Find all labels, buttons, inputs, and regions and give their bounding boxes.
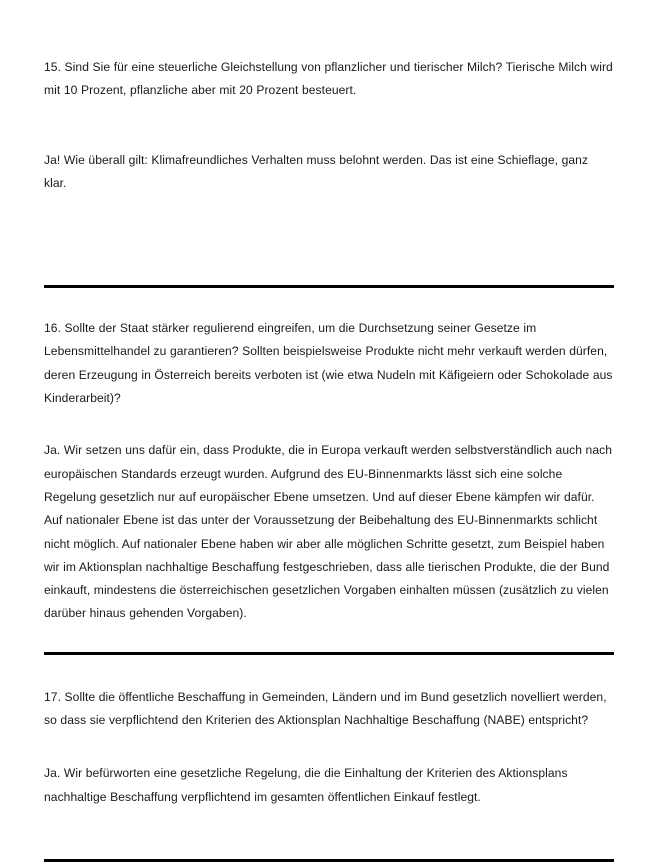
section-divider [44,859,614,862]
divider-wrapper [44,195,614,288]
qa-section-q16 [44,288,614,655]
qa-section-q17 [44,655,614,862]
question-text: 16. Sollte der Staat stärker regulierend eingreifen, um die Durchsetzung seiner Gesetze im Lebensmittelhandel zu garantieren? Sollten beispielsweise Produkte nicht mehr verkauft werden dürfen, deren Erzeugung in Österreich bereits verboten ist (wie etwa Nudeln mit Käfigeiern oder Schokolade aus Kinderarbeit)? [44,321,613,406]
answer-text: Ja. Wir befürworten eine gesetzliche Regelung, die die Einhaltung der Kriterien des Aktionsplans nachhaltige Beschaffung verpflichtend im gesamten öffentlichen Einkauf festlegt. [44,766,568,804]
question-text: 15. Sind Sie für eine steuerliche Gleichstellung von pflanzlicher und tierischer Milch? Tierische Milch wird mit 10 Prozent, pflanzliche aber mit 20 Prozent besteuert. [44,60,613,98]
document-page [44,0,614,862]
answer-text: Ja! Wie überall gilt: Klimafreundliches Verhalten muss belohnt werden. Das ist eine Schieflage, ganz klar. [44,152,589,190]
divider-wrapper [44,809,614,862]
qa-section-q15 [44,0,614,288]
answer-text: Ja. Wir setzen uns dafür ein, dass Produkte, die in Europa verkauft werden selbstverständlich auch nach europäischen Standards erzeugt wurden. Aufgrund des EU-Binnenmarkts lässt sich eine solche Regelung gesetzlich nur auf europäischer Ebene umsetzen. Und auf dieser Ebene kämpfen wir dafür. Auf nationaler Ebene ist das unter der Voraussetzung der Beibehaltung des EU-Binnenmarkts schlicht nicht möglich. Auf nationaler Ebene haben wir aber alle möglichen Schritte gesetzt, zum Beispiel haben wir im Aktionsplan nachhaltige Beschaffung festgeschrieben, dass alle tierischen Produkte, die der Bund einkauft, mindestens die österreichischen gesetzlichen Vorgaben einhalten müssen (zusätzlich zu vielen darüber hinaus gehenden Vorgaben). [44,443,613,621]
divider-wrapper [44,626,614,655]
question-text: 17. Sollte die öffentliche Beschaffung in Gemeinden, Ländern und im Bund gesetzlich novelliert werden, so dass sie verpflichtend den Kriterien des Aktionsplan Nachhaltige Beschaffung (NABE) entspricht? [44,689,607,728]
